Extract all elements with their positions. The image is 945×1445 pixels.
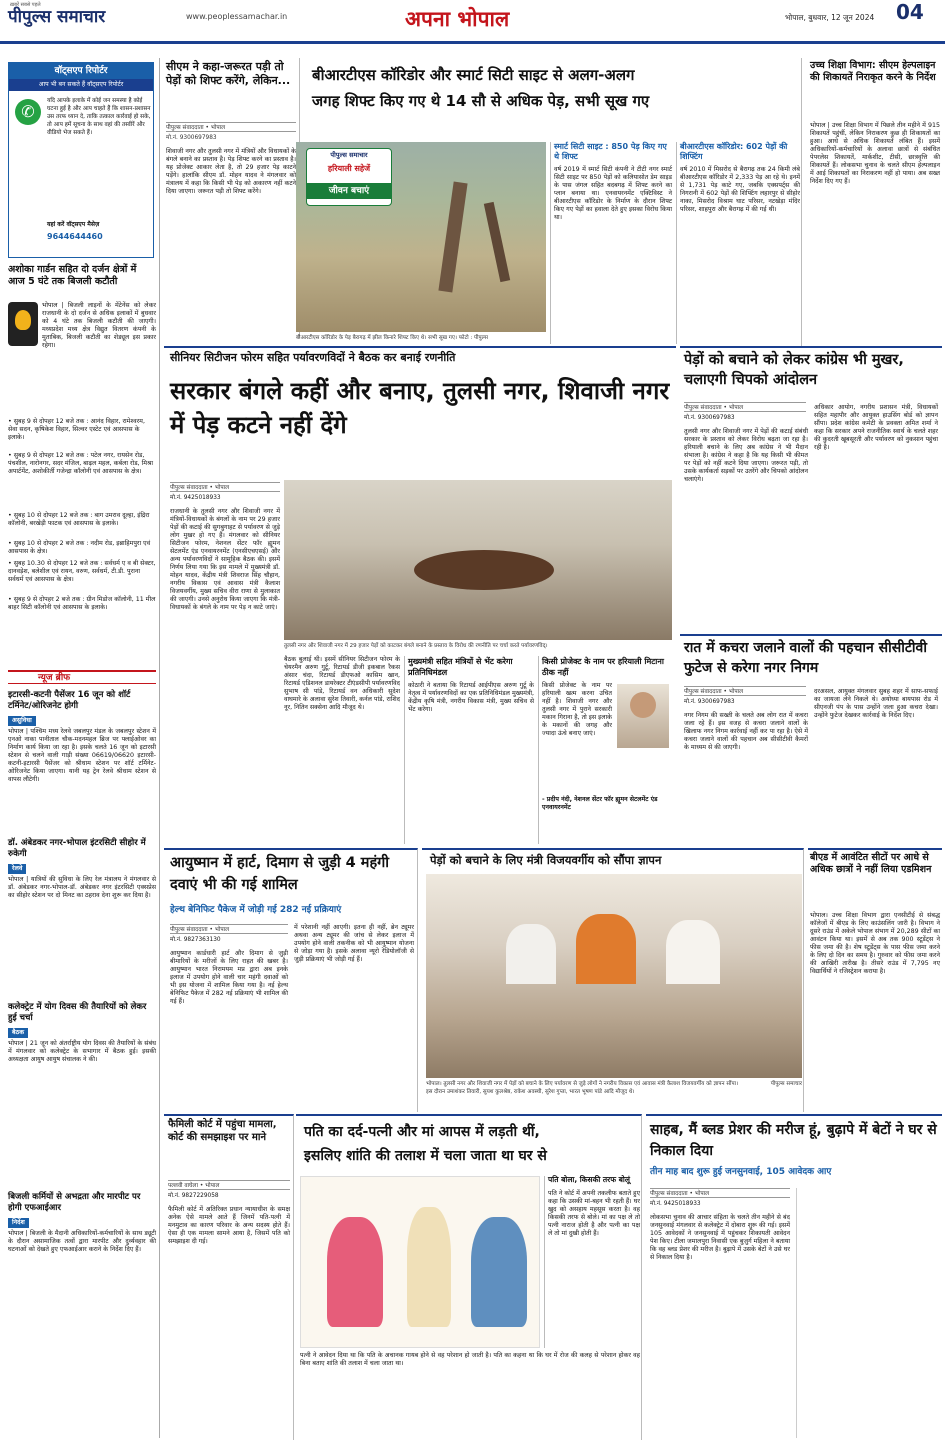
subhead: किसी प्रोजेक्ट के नाम पर हरियाली मिटाना ठीक नहीं [542,657,664,677]
quote-attribution: - प्रदीप नंदी, नेशनल सेंटर फॉर ह्यूमन सेटलमेंट एंड एनवायरनमेंट [542,796,658,811]
brief-tag: बैठक [8,1028,28,1038]
story-body-col2: में परेशानी नहीं आएगी। इतना ही नहीं, ब्रेन ट्यूमर अथवा अन्य ट्यूमर की जांच से लेकर इलाज में उपयोग होने वाली तकनीक को भी आयुष्मान योजना से जोड़ा गया है। इसके अलावा न्यूरो रेडियोलॉजी से जुड़ी प्रक्रियाएं भी जोड़ी गई हैं। [294,924,414,963]
story-body: लोकसभा चुनाव की आचार संहिता के चलते तीन महीने से बंद जनसुनवाई मंगलवार से कलेक्ट्रेट में दोबारा शुरू की गई। इसमें 105 आवेदकों ने जनसुनवाई में पहुंचकर शिकायती आवेदन पेश किए। टीला जमालपुरा निवासी एक बुजुर्ग महिला ने बताया कि वह ब्लड प्रेशर की मरीज है। बुढ़ापे में उसके बेटों ने उसे घर से निकाल दिया है। [650,1214,790,1261]
subcolumn-body: वर्ष 2010 में मिसरोद से बैरागढ़ तक 24 किमी लंबे बीआरटीएस कॉरिडोर में 2,333 पेड़ आ रहे थे। इनमें से 1,731 पेड़ काटे गए, जबकि एक्सपर्ट्स की निगरानी में 602 पेड़ों की शिफ्टिंग लहारपुर से सीहोर नाका, मिसरोद विश्राम घाट परिसर, नटखेड़ा मंदिर परिसर, शाहपुरा और बैरागढ़ में की गई थी। [680,166,800,213]
story-body: शिवाजी नगर और तुलसी नगर में मंत्रियों और विधायकों के बंगले बनाने का प्रस्ताव है। पेड़ शिफ्ट करने का प्रस्ताव है। यह प्रोजेक्ट आकार लेता है, तो 29 हजार पेड़ काटने पड़ेंगे। हालांकि सीएम डॉ. मोहन यादव ने मंगलवार को मंत्रालय में कहा कि किसी भी पेड़ को अकारण नहीं कटने दिया जाएगा। जरूरत पड़ी तो शिफ्ट करेंगे। [166,148,296,195]
story-mobile: मो.नं. 9300697983 [684,415,735,421]
newspaper-logo: पीपुल्स समाचार [8,7,106,27]
story-headline-line2[interactable]: जगह शिफ्ट किए गए थे 14 सौ से अधिक पेड़, सभी सूख गए [312,92,650,110]
ayushman-story [164,848,418,1112]
whatsapp-reporter-box [8,62,154,258]
brief-headline[interactable]: इटारसी-कटनी पैसेंजर 16 जून को शॉर्ट टर्मिनेट/ओरिजनेट होगी [8,690,131,711]
main-story [164,346,676,846]
photo-credit: पीपुल्स समाचार [770,1081,802,1087]
person-figure [576,914,636,984]
photo-caption: बीआरटीएस कॉरिडोर के पेड़ बैरागढ़ में झील किनारे शिफ्ट किए थे। सभी सूख गए। फोटो : पीपुल्स [296,335,488,341]
person-photo [617,684,669,748]
story-body-col2: बैठक बुलाई थी। इसमें सीनियर सिटीजन फोरम के चेयरमैन अरुण गुर्टू, रिटायर्ड डीजी इकबाल रैकस अंसार चंदा, रिटायर्ड डीएफओ कासिम खान, रिटायर्ड एडिशनल डायरेक्टर टीएंडसीपी पर्यावरणविद सुभाष सी पांडे, रिटायर्ड वन अधिकारी सुदेश वाघमारे के अलावा सुरेश तिवारी, कर्नल पांडे, राशिद नूर, नितिन सक्सेना आदि मौजूद थे। [284,656,400,711]
subcolumn-body: वर्ष 2019 में स्मार्ट सिटी कंपनी ने टीटी नगर स्मार्ट सिटी साइट पर 850 पेड़ों को कलियासोत डेम साइड के पास जंगल सहित बदबगढ़ में शिफ्ट करने का प्लान बनाया था। एनवायरनमेंट एक्टिविस्ट ने बीआरटीएस कॉरिडोर के निर्माण के दौरान शिफ्ट किए गए पेड़ों का हवाला देते हुए इसका विरोध किया था। [554,166,672,221]
brief-body: भोपाल | 21 जून को अंतर्राष्ट्रीय योग दिवस की तैयारियों के संबंध में मंगलवार को कलेक्ट्रेट के सभागार में बैठक हुई। इसकी अध्यक्षता आयुष आयुष संचालक ने की। [8,1040,156,1063]
story-byline: पीपुल्स संवाददाता • भोपाल [684,686,806,696]
smart-city-subcolumn [550,142,672,344]
memorandum-photo [426,874,802,1078]
subhead: बीआरटीएस कॉरिडोर: 602 पेड़ों की शिफ्टिंग [680,142,788,161]
brief-body: भोपाल | बिजली के मैदानी अधिकारियों-कर्मचारियों के साथ ड्यूटी के दौरान असामाजिक तत्वों द्वारा मारपीट और दुर्व्यवहार की घटनाओं को देखते हुए एफआईआर कराने के निर्देश दिए हैं। [8,1230,156,1253]
minister-story [422,848,804,1112]
brief-body: भोपाल | पश्चिम मध्य रेलवे जबलपुर मंडल के जबलपुर स्टेशन में एनओ नाका पानीताल चौक-मदनमहल ब्रिज पर फ्लाईओवर का निर्माण कार्य किया जा रहा है। इसके चलते 16 जून को इटारसी स्टेशन से चलने वाली गाड़ी संख्या 06619/06620 इटारसी-कटनी-इटारसी पैसेंजर को श्रीधाम स्टेशन पर शॉर्ट टर्मिनेट-ओरिजनेट किया जाएगा। यानी यह ट्रेन रेलवे श्रीधाम स्टेशन से वापस लौटेगी। [8,728,156,783]
story-body: भोपाल | बिजली लाइनों के मेंटेनेंस को लेकर राजधानी के दो दर्जन से अधिक इलाकों में बुधवार को 4 घंटे तक बिजली कटौती की जाएगी। मध्यप्रदेश मध्य क्षेत्र विद्युत वितरण कंपनी के मुताबिक, बिजली कटौती का शेड्यूल इस प्रकार रहेगा। [42,302,156,349]
story-body: आयुष्मान कार्डधारी हार्ट और दिमाग से जुड़ी बीमारियों के मरीजों के लिए राहत की खबर है। आयुष्मान भारत निरामयम मप्र द्वारा अब इनके इलाज में उपयोग होने वाली चार महंगी दवाओं को भी इस योजना में शामिल किया गया है। नई हेल्थ बेनिफिट पैकेज में 282 नई प्रक्रियाएं भी शामिल की गई हैं। [170,950,288,1005]
story-subhead: तीन माह बाद शुरू हुई जनसुनवाई, 105 आवेदक आए [650,1167,832,1177]
story-headline[interactable]: पेड़ों को बचाने के लिए मंत्री विजयवर्गीय को सौंपा ज्ञापन [430,853,662,867]
story-byline: पीपुल्स संवाददाता • भोपाल [166,122,296,132]
dead-tree-trunk [484,202,510,282]
quarrel-cartoon [300,1176,540,1348]
story-byline: पल्लवी वाघेला • भोपाल [168,1180,290,1190]
dead-tree-trunk [438,182,467,293]
bed-seats-story [808,848,942,1112]
subhead: मुख्यमंत्री सहित मंत्रियों से भेंट करेगा प्रतिनिधिमंडल [408,657,513,677]
story-byline: पीपुल्स संवाददाता • भोपाल [170,924,288,934]
man-figure [407,1207,451,1327]
story-mobile: मो.नं. 9300697983 [684,699,735,705]
brief-headline[interactable]: कलेक्ट्रेट में योग दिवस की तैयारियों को लेकर हुई चर्चा [8,1002,147,1023]
person-figure [506,924,556,984]
story-body: तुलसी नगर और शिवाजी नगर में पेड़ों की कटाई संबंधी सरकार के प्रस्ताव को लेकर विरोध बढ़ता जा रहा है। हरियाली बचाने के लिए अब कांग्रेस ने भी मैदान संभाला है। कांग्रेस ने कहा है कि यह किसी भी कीमत पर पेड़ों को नहीं कटने दिया जाएगा। जरूरत पड़ी, तो उसके कार्यकर्ता सड़कों पर उतरेंगे और चिपको आंदोलन चलाएंगे। [684,428,808,483]
story-body: राजधानी के तुलसी नगर और शिवाजी नगर में मंत्रियों-विधायकों के बंगलों के नाम पर 29 हजार पेड़ों की कटाई की सुगबुगाहट से पर्यावरण से जुड़े लोग मुखर हो गए हैं। मंगलवार को सीनियर सिटीजन फोरम, नेशनल सेंटर फॉर ह्यूमन सेटलमेंट एंड एनवायरनमेंट (एनसीएचएसई) और अन्य पर्यावरणविदों ने सामूहिक बैठक की। इसमें निर्णय लिया गया कि इस मामले में मुख्यमंत्री डॉ. मोहन यादव, केंद्रीय मंत्री शिवराज सिंह चौहान, नगरीय विकास एवं आवास मंत्री कैलाश विजयवर्गीय, मुख्य सचिव वीरा राणा से मुलाकात की जाएगी। उनसे अनुरोध किया जाएगा कि मंत्री-विधायकों के बंगले के नाम पर पेड़ न काटे जाएं। [170,508,280,611]
schedule-item: • सुबह 10 से दोपहर 2 बजे तक : नदीम रोड, इब्राहिमपुरा एवं आसपास के क्षेत्र। [8,540,151,555]
story-body: नगर निगम की सख्ती के चलते अब लोग रात में कचरा जला रहे हैं। इस वजह से कचरा जलाने वालों के खिलाफ नगर निगम कार्रवाई नहीं कर पा रहा है। ऐसे में कचरा जलाने वालों की पहचान अब सीसीटीवी कैमरों के माध्यम से की जाएगी। [684,712,808,751]
bulb-image [8,302,38,346]
story-body: पत्नी ने आवेदन दिया था कि पति के अचानक गायब होने से वह परेशान हो जाती है। पति का कहना था कि घर में रोज की कलह से परेशान होकर वह बिना बताए शांति की तलाश में चला जाता था। [300,1352,640,1367]
meeting-table [414,550,554,590]
badge-logo: पीपुल्स समाचार [330,151,368,159]
story-byline: पीपुल्स संवाददाता • भोपाल [170,482,280,492]
subhead: पति बोला, किसकी तरफ बोलूं [548,1175,630,1184]
quote-text: किसी प्रोजेक्ट के नाम पर हरियाली खत्म करना उचित नहीं है। शिवाजी नगर और तुलसी नगर में पुराने सरकारी मकान गिराना है, तो इस इलाके के मकानों की जगह और ज्यादा ऊंचे बनाए जाएं। [542,682,612,737]
person-figure [666,920,720,984]
photo-caption: तुलसी नगर और शिवाजी नगर में 29 हजार पेड़ों को काटकर बंगले बनाने के प्रस्ताव के विरोध की रणनीति पर चर्चा करते पर्यावरणविद्। [284,643,548,649]
schedule-item: • सुबह 9 से दोपहर 12 बजे तक : पटेल नगर, रायसेन रोड, पंचशील, नारोनगर, सदर मंजिल, बाढ़ल महल, कर्बला रोड, मिश्रा अपार्टमेंट, अशोकीर्ती गजेन्द्रा कॉलोनी एवं आसपास के क्षेत्र। [8,452,154,475]
woman-figure [327,1217,383,1327]
page-number: 04 [896,0,924,24]
brief-headline[interactable]: डॉ. अंबेडकर नगर-भोपाल इंटरसिटी सीहोर में रुकेगी [8,838,146,859]
story-body-col2: दरअसल, आयुक्त मंगलवार सुबह शहर में साफ-सफाई का जायजा लेने निकले थे। अयोध्या बायपास रोड में सीएनजी पंप के पास उन्होंने जला हुआ कचरा देखा। उन्होंने फुटेज देखकर कार्रवाई के निर्देश दिए। [814,688,938,719]
story-headline[interactable]: बीएड में आवंटित सीटों पर आधे से अधिक छात्रों ने नहीं लिया एडमिशन [810,852,932,875]
badge-slogan-2: जीवन बचाएं [307,183,391,199]
story-headline[interactable]: साहब, मैं ब्लड प्रेशर की मरीज हूं, बुढ़ापे में बेटों ने घर से निकाल दिया [650,1122,937,1159]
husband-story [296,1114,642,1440]
story-headline[interactable]: उच्च शिक्षा विभाग: सीएम हेल्पलाइन की शिकायतें निराकृत करने के निर्देश [810,60,936,83]
story-byline: पीपुल्स संवाददाता • भोपाल [650,1188,790,1198]
blood-pressure-story [646,1114,942,1440]
story-headline-line2[interactable]: इसलिए शांति की तलाश में चला जाता था घर से [304,1148,547,1164]
dry-trees-photo [296,142,546,332]
whatsapp-subtitle: आप भी बन सकते हैं वॉट्सएप रिपोर्टर [9,79,153,91]
campaign-badge [306,148,392,206]
schedule-item: • सुबह 9 से दोपहर 12 बजे तक : आनंद विहार, रामेश्वरम, सेवा सदन, कृषिकेश विहार, सिल्वर एस्टेट एवं आसपास के इलाके। [8,418,145,441]
quote-box [538,656,672,844]
whatsapp-icon: ✆ [15,99,41,125]
story-body: भोपाल। उच्च शिक्षा विभाग द्वारा एनसीटीई से संबद्ध कॉलेजों में बीएड के लिए काउंसलिंग जारी है। विभाग ने दूसरे राउंड में अकेले भोपाल संभाग में 20,289 सीटों का आवंटन किया था। इसमें से अब तक 900 स्टूडेंट्स ने फीस जमा की है। शेष स्टूडेंट्स के पास फीस जमा करने के लिए दो दिन का समय है। गुरुवार को फीस जमा करने की आखिरी तारीख है। तीसरे राउंड में 7,795 नए विद्यार्थियों ने रजिस्ट्रेशन कराया है। [810,912,940,975]
whatsapp-body: यदि आपके इलाके में कोई जन समस्या है कोई घटना हुई है और आप चाहते हैं कि शासन-प्रशासन उस तरफ ध्यान दे, ताकि तत्काल कार्रवाई हो सके, तो आप हमें सूचना के साथ वहां की तस्वीरें और वीडियो भेज सकते हैं। [47,98,151,136]
story-continuation-area [796,1188,938,1438]
story-mobile: मो.नं. 9827363130 [170,937,221,943]
story-kicker: सीनियर सिटीजन फोरम सहित पर्यावरणविदों ने बैठक कर बनाई रणनीति [170,351,456,364]
brief-tag: निर्देश [8,1218,29,1228]
story-headline[interactable]: पेड़ों को बचाने को लेकर कांग्रेस भी मुखर, चलाएगी चिपको आंदोलन [684,352,904,388]
left-column [4,58,160,1438]
brief-body: भोपाल | यात्रियों की सुविधा के लिए रेल मंत्रालय ने मंगलवार से डॉ. अंबेडकर नगर-भोपाल-डॉ. अंबेडकर नगर इंटरसिटी एक्सप्रेस का सीहोर स्टेशन पर दो मिनट का ठहराव देना शुरू कर दिया है। [8,876,156,899]
story-headline[interactable]: आयुष्मान में हार्ट, दिमाग से जुड़ी 4 महंगी दवाएं भी की गई शामिल [170,855,390,893]
story-headline[interactable]: बीआरटीएस कॉरिडोर और स्मार्ट सिटी साइट से अलग-अलग [312,66,635,84]
husband-side-column [544,1176,640,1348]
congress-story [680,346,942,632]
power-cut-schedule [8,418,156,668]
whatsapp-number-label: यहां करें वॉट्सएप मैसेज़ [47,221,100,228]
story-byline: पीपुल्स संवाददाता • भोपाल [684,402,806,412]
story-mobile: मो.नं. 9425018933 [650,1201,701,1207]
cctv-story [680,634,942,844]
website-url[interactable]: www.peoplessamachar.in [186,12,288,21]
meeting-photo [284,480,672,640]
story-body-col2: अधिकार आयोग, नगरीय प्रशासन मंत्री, विधायकों सहित महापौर और आयुक्त हाउसिंग बोर्ड को ज्ञापन सौंपा। प्रदेश कांग्रेस कमेटी के प्रवक्ता अमित शर्मा ने कहा कि सरकार अपने राजनीतिक स्वार्थ के चलते शहर की कुदरती खूबसूरती और पर्यावरण को नुकसान पहुंचा रही है। [814,404,938,451]
delegation-subcolumn [404,656,534,844]
story-headline[interactable]: सीएम ने कहा-जरूरत पड़ी तो पेड़ों को शिफ्ट करेंगे, लेकिन... [166,60,291,87]
photo-caption: भोपाल। तुलसी नगर और शिवाजी नगर में पेड़ों को बचाने के लिए पर्यावरण से जुड़े लोगों ने नगरीय विकास एवं आवास मंत्री कैलाश विजयवर्गीय को ज्ञापन सौंपा। इस दौरान उमाशंकर तिवारी, सुयश कुलश्रेष्ठ, राकेश अवस्थी, सुरेश गुप्ता, भारत भूषण पांडे आदि मौजूद थे। [426,1081,739,1095]
mother-figure [471,1217,527,1327]
brief-headline[interactable]: बिजली कर्मियों से अभद्रता और मारपीट पर होगी एफआईआर [8,1192,141,1213]
section-title: अपना भोपाल [405,7,510,31]
subcolumn-body: कोठारी ने बताया कि रिटायर्ड आईपीएस अरुण गुर्टू के नेतृत्व में पर्यावरणविदों का एक प्रतिनिधिमंडल मुख्यमंत्री, केंद्रीय कृषि मंत्री, नगरीय विकास मंत्री, मुख्य सचिव से भेंट करेगा। [408,682,534,713]
subcolumn-body: पति ने कोर्ट में अपनी तकलीफ बताते हुए कहा कि उसकी मां-बहन भी रहती हैं। घर खुद को असहाय महसूस करता है। वह किसकी तरफ से बोले। मां का पक्ष ले तो पत्नी नाराज होती है और पत्नी का पक्ष ले तो मां दुखी होती हैं। [548,1190,640,1237]
brts-subcolumn [676,142,800,344]
helpline-story [808,58,942,346]
schedule-item: • सुबह 10 से दोपहर 12 बजे तक : बाग उमराव दूल्हा, इंद्रिरा कॉलोनी, बरखेड़ी फाटक एवं आसपास के इलाके। [8,512,150,527]
tree-shift-story [296,58,802,346]
whatsapp-number[interactable]: 9644644460 [47,232,103,241]
dateline: भोपाल, बुधवार, 12 जून 2024 [785,13,875,22]
story-body: फैमिली कोर्ट में अतिरिक्त प्रधान न्यायाधीश के समक्ष अनेक ऐसे मामले आते हैं जिनमें पति-पत्नी में मनमुटाव का कारण परिवार के अन्य सदस्य होते हैं। ऐसा ही एक मामला सामने आया है, जिसमें पति को समझाइश दी गई। [168,1206,290,1245]
story-subhead: हेल्थ बेनिफिट पैकेज में जोड़ी गई 282 नई प्रक्रियाएं [170,905,342,915]
brief-tag: रेलवे [8,864,26,874]
story-headline[interactable]: सरकार बंगले कहीं और बनाए, तुलसी नगर, शिवाजी नगर में पेड़ कटने नहीं देंगे [170,377,670,439]
story-headline[interactable]: पति का दर्द-पत्नी और मां आपस में लड़ती थीं, [304,1124,540,1140]
masthead-tagline: ख़बरें सबसे पहले [10,2,41,8]
masthead [0,0,945,44]
news-brief-label: न्यूज ब्रीफ [8,670,156,684]
schedule-item: • सुबह 9 से दोपहर 2 बजे तक : ग्रीन मिडोज कॉलोनी, 11 मील बाहर सिटी कॉलोनी एवं आसपास के इलाके। [8,596,156,611]
story-headline[interactable]: अशोका गार्डन सहित दो दर्जन क्षेत्रों में आज 5 घंटे तक बिजली कटौती [8,264,137,287]
badge-slogan: हरियाली सहेजें [327,164,371,173]
story-headline[interactable]: फैमिली कोर्ट में पहुंचा मामला, कोर्ट की समझाइश पर माने [168,1119,277,1143]
schedule-item: • सुबह 10.30 से दोपहर 12 बजे तक : सर्वधर्म ए व बी सेक्टर, दानवड़ेश, बलेशील एवं रायन, वरुण, सर्वधर्म, टी.डी. पुराना सर्वधर्म एवं आसपास के क्षेत्र। [8,560,156,583]
brief-tag: असुविधा [8,716,36,726]
story-headline[interactable]: रात में कचरा जलाने वालों की पहचान सीसीटीवी फुटेज से करेगा नगर निगम [684,640,927,676]
subhead: स्मार्ट सिटी साइट : 850 पेड़ किए गए थे शिफ्ट [554,142,667,161]
story-mobile: मो.नं. 9425018933 [170,495,221,501]
story-mobile: मो.नं. 9827229058 [168,1193,219,1199]
cm-story [164,58,300,338]
family-court-story [164,1114,294,1440]
story-mobile: मो.नं. 9300697983 [166,135,217,141]
story-body: भोपाल | उच्च शिक्षा विभाग में पिछले तीन महीने में 915 शिकायतें पहुंचीं, लेकिन निराकरण कुछ ही शिकायतों का हुआ। आधे से अधिक शिकायतें लंबित हैं। इसमें अधिकारियों-कर्मचारियों के अलावा छात्रों से संबंधित पेपरलेस शिकायतें, मार्कशीट, टीसी, छात्रवृत्ति की शिकायतें हैं। लोकसभा चुनाव के चलते सीएम हेल्पलाइन में आई शिकायतों का निराकरण नहीं हो पाया। अब सख्त निर्देश दिए गए हैं। [810,122,940,185]
whatsapp-title: वॉट्सएप रिपोर्टर [9,63,153,79]
